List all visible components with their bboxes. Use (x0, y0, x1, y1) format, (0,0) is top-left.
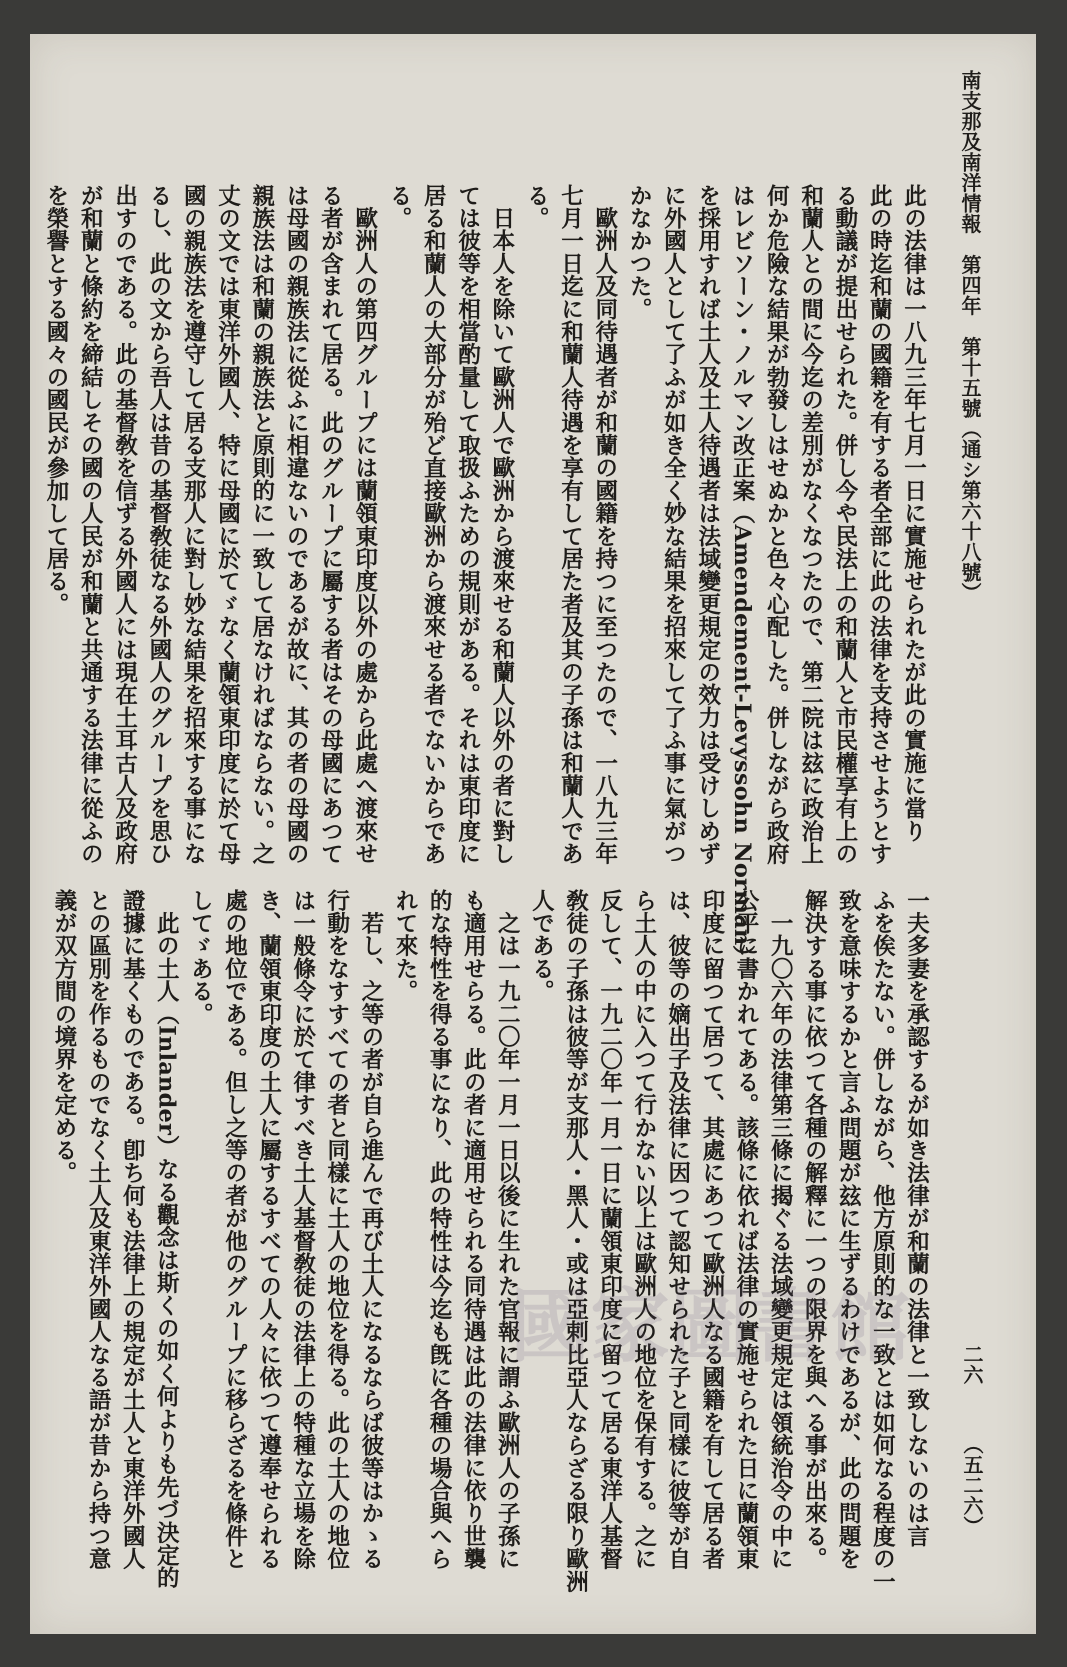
text-column: かなかつた。 (626, 184, 653, 321)
text-column: れて來た。 (392, 889, 418, 1003)
text-column: はレビソーン・ノルマン改正案（Amendement-Levyssohn Norman） (729, 184, 755, 969)
text-column: 國の親族法を遵守して居る支那人に對し妙な結果を招來する事にな (180, 184, 207, 865)
text-column: 七月一日迄に和蘭人待遇を享有して居た者及其の子孫は和蘭人であ (557, 184, 584, 865)
text-column: 義が双方間の境界を定める。 (51, 889, 77, 1185)
text-column: 反して、一九二〇年一月一日に蘭領東印度に留つて居る東洋人基督 (596, 889, 623, 1570)
text-column: 居る和蘭人の大部分が殆ど直接歐洲から渡來せる者でないからであ (420, 184, 447, 865)
text-column: 一夫多妻を承認するが如き法律が和蘭の法律と一致しないのは言 (903, 889, 930, 1548)
text-column: 若し、之等の者が自ら進んで再び土人になるならば彼等はかゝる (357, 889, 384, 1570)
text-column: 此の土人（Inlander）なる觀念は斯くの如く何よりも先づ決定的 (153, 889, 180, 1590)
total-page-number: （五二六） (960, 1434, 984, 1537)
text-column: ら土人の中に入つて行かない以上は歐洲人の地位を保有する。之に (630, 889, 657, 1570)
text-column: 印度に留つて居つて、其處にあつて歐洲人なる國籍を有して居る者 (698, 889, 725, 1570)
text-column: る。 (386, 184, 412, 230)
page-number: 二六 (960, 1344, 984, 1385)
text-column: ては彼等を相當酌量して取扱ふための規則がある。それは東印度に (454, 184, 481, 865)
text-column: は、彼等の嫡出子及法律に因つて認知せられた子と同樣に彼等が自 (664, 889, 691, 1570)
document-page (30, 34, 1036, 1634)
text-column: 歐洲人の第四グループには蘭領東印度以外の處から此處へ渡來せ (351, 184, 378, 865)
text-column: る動議が提出せられた。併し今や民法上の和蘭人と市民權享有上の (831, 184, 858, 865)
text-column: 出すのである。此の基督敎を信ずる外國人には現在土耳古人及政府 (111, 184, 138, 865)
text-column: 此の法律は一八九三年七月一日に實施せられたが此の實施に當り (900, 184, 927, 843)
text-column: との區別を作るものでなく土人及東洋外國人なる語が昔から持つ意 (85, 889, 112, 1570)
text-column: 解決する事に依つて各種の解釋に一つの限界を與へる事が出來る。 (801, 889, 828, 1570)
text-column: を採用すれば土人及土人待遇者は法域變更規定の效力は受けしめず (694, 184, 721, 865)
text-column: 一九〇六年の法律第三條に揭ぐる法域變更規定は領統治令の中に (767, 889, 794, 1570)
running-header: 南支那及南洋情報 第四年 第十五號（通シ第六十八號） (958, 70, 982, 603)
text-column: る。 (523, 184, 550, 230)
text-column: ふを俟たない。併しながら、他方原則的な一致とは如何なる程度の一 (869, 889, 896, 1593)
text-column: を榮譽とする國々の國民が參加して居る。 (43, 184, 69, 616)
text-column: 公平に書かれてある。該條に依れば法律の實施せられた日に蘭領東 (733, 889, 759, 1570)
svg-text:國家圖書館: 國家圖書館 (510, 1279, 910, 1373)
text-column: も適用せらる。此の者に適用せられる同待遇は此の法律に依り世襲 (460, 889, 487, 1570)
text-column: 之は一九二〇年一月一日以後に生れた官報に謂ふ歐洲人の子孫に (494, 889, 521, 1570)
text-column: してゞある。 (187, 889, 214, 1026)
text-column: 敎徒の子孫は彼等が支那人・黑人・或は亞剌比亞人ならざる限り歐洲 (562, 889, 589, 1593)
text-column: 人である。 (528, 889, 555, 1003)
text-column: 行動をなすすべての者と同樣に土人の地位を得る。此の土人の地位 (323, 889, 350, 1570)
text-column: 的な特性を得る事になり、此の特性は今迄も旣に各種の場合與へら (426, 889, 453, 1570)
text-column: 歐洲人及同待遇者が和蘭の國籍を持つに至つたので、一八九三年 (591, 184, 618, 865)
text-column: 致を意味するかと言ふ問題が玆に生ずるわけであるが、此の問題を (835, 889, 862, 1571)
text-column: は一般條令に於て律すべき土人基督敎徒の法律上の特種な立場を除 (289, 889, 316, 1570)
text-column: 和蘭人との間に今迄の差別がなくなつたので、第二院は玆に政治上 (797, 184, 824, 865)
text-column: 丈の文では東洋外國人、特に母國に於てゞなく蘭領東印度に於て母 (214, 184, 241, 865)
text-column: 處の地位である。但し之等の者が他のグループに移らざるを條件と (221, 889, 248, 1570)
text-column: 此の時迄和蘭の國籍を有する者全部に此の法律を支持させようとす (866, 184, 893, 865)
text-column: る者が含まれて居る。此のグループに屬する者はその母國にあつて (317, 184, 344, 865)
text-column: き、蘭領東印度の土人に屬するすべての人々に依つて遵奉せられる (255, 889, 282, 1570)
text-column: 何か危險な結果が勃發しはせぬかと色々心配した。併しながら政府 (763, 184, 790, 865)
text-column: は母國の親族法に從ふに相違ないのであるが故に、其の者の母國の (283, 184, 310, 866)
text-column: 證據に基くものである。卽ち何も法律上の規定が土人と東洋外國人 (119, 889, 146, 1570)
text-column: に外國人として了ふが如き全く妙な結果を招來して了ふ事に氣がつ (660, 184, 687, 865)
text-column: 親族法は和蘭の親族法と原則的に一致して居なければならない。之 (248, 184, 275, 865)
text-column: るし、此の文から吾人は昔の基督敎徒なる外國人のグループを思ひ (145, 184, 172, 865)
text-column: が和蘭と條約を締結しその國の人民が和蘭と共通する法律に從ふの (77, 184, 104, 865)
text-column: 日本人を除いて歐洲人で歐洲から渡來せる和蘭人以外の者に對し (488, 184, 515, 865)
